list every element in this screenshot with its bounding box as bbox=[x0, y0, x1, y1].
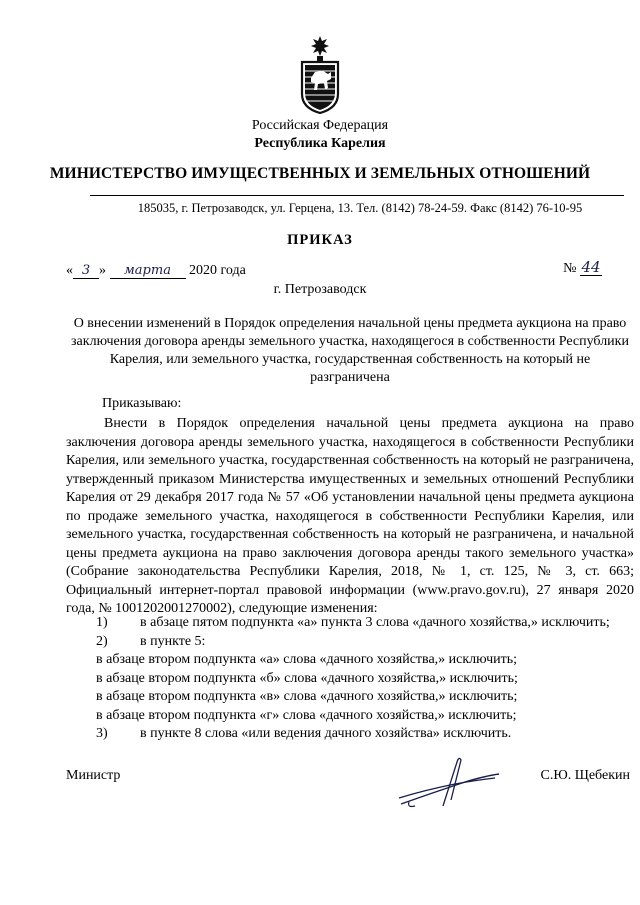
document-title: ПРИКАЗ bbox=[287, 232, 353, 248]
coat-of-arms-karelia-icon bbox=[298, 36, 342, 114]
ministry-name: МИНИСТЕРСТВО ИМУЩЕСТВЕННЫХ И ЗЕМЕЛЬНЫХ ОТНОШЕНИЙ bbox=[49, 165, 591, 182]
republic-name: Республика Карелия bbox=[254, 136, 386, 151]
changes-list bbox=[66, 614, 634, 744]
date-close-quote: » bbox=[99, 263, 106, 278]
sub-item: в абзаце втором подпункта «б» слова «дачного хозяйства,» исключить; bbox=[96, 670, 518, 686]
item-number: 2) bbox=[96, 633, 108, 649]
sub-item: в абзаце втором подпункта «а» слова «дачного хозяйства,» исключить; bbox=[96, 652, 518, 667]
list-item bbox=[66, 614, 634, 633]
header-divider bbox=[90, 195, 624, 196]
date-month: марта bbox=[110, 264, 186, 279]
handwritten-signature-icon bbox=[395, 752, 505, 812]
date-day: 3 bbox=[73, 264, 99, 279]
item-text: в пункте 5: bbox=[140, 633, 206, 649]
number-value: 44 bbox=[581, 258, 601, 276]
item-number: 3) bbox=[96, 726, 108, 741]
number-prefix: № bbox=[563, 261, 577, 276]
document-date bbox=[66, 263, 246, 279]
item-text: в абзаце пятом подпункта «а» пункта 3 слова «дачного хозяйства,» исключить; bbox=[140, 615, 610, 630]
list-item bbox=[66, 725, 634, 744]
document-city: г. Петрозаводск bbox=[273, 282, 367, 297]
item-text: в пункте 8 слова «или ведения дачного хозяйства» исключить. bbox=[140, 726, 512, 741]
item-number: 1) bbox=[96, 615, 108, 630]
order-word: Приказываю: bbox=[102, 396, 182, 411]
sub-item: в абзаце втором подпункта «в» слова «дачного хозяйства,» исключить; bbox=[96, 689, 518, 704]
main-paragraph: Внести в Порядок определения начальной цены предмета аукциона на право заключения договора аренды земельного участка, находящегося в собственности Республики Карелия, или земельного участка, государственная собственность на который не разграничена, утвержденный приказом Министерства имущественных и земельных отношений Республики Карелия от 29 декабря 2017 года № 57 «Об установлении начальной цены предмета аукциона по продаже земельного участка, находящегося в собственности Республики Карелия, или земельного участка, государственная собственность на который не разграничена, и начальной цены предмета аукциона на право заключения договора аренды такого земельного участка» (Собрание законодательства Республики Карелия, 2018, № 1, ст. 125, № 3, ст. 663; Официальный интернет-портал правовой информации (www.pravo.gov.ru), 27 января 2020 года, № 1001202001270002), следующие изменения: bbox=[66, 416, 634, 616]
sub-item: в абзаце втором подпункта «г» слова «дачного хозяйства,» исключить; bbox=[96, 707, 517, 723]
country-name: Российская Федерация bbox=[251, 118, 389, 133]
list-item bbox=[66, 633, 634, 652]
ministry-address: 185035, г. Петрозаводск, ул. Герцена, 13. Тел. (8142) 78-24-59. Факс (8142) 76-10-95 bbox=[137, 201, 583, 215]
signatory-name: С.Ю. Щебекин bbox=[540, 768, 630, 783]
document-subject: О внесении изменений в Порядок определения начальной цены предмета аукциона на право заключения договора аренды земельного участка, находящегося в собственности Республики Карелия, или земельного участка, государственная собственность на который не разграничена bbox=[71, 316, 629, 385]
document-number bbox=[563, 260, 602, 277]
signatory-position: Министр bbox=[66, 768, 121, 783]
date-open-quote: « bbox=[66, 263, 73, 278]
date-year: 2020 года bbox=[189, 263, 246, 278]
